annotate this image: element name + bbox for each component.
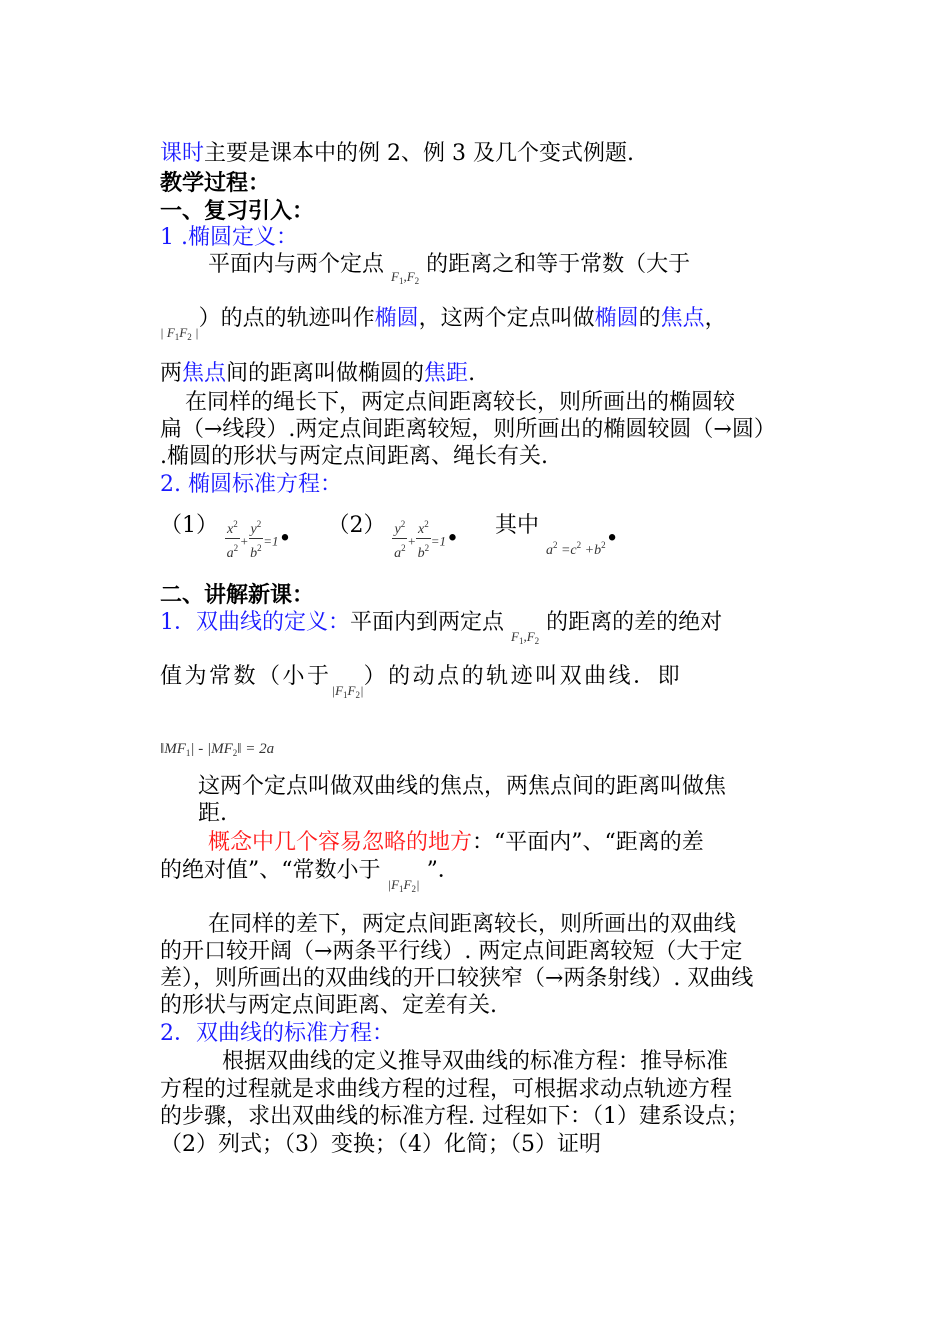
line-28: 的步骤，求出双曲线的标准方程. 过程如下：（1）建系设点； <box>160 1104 749 1129</box>
line-26: 根据双曲线的定义推导双曲线的标准方程：推导标准 <box>222 1049 729 1074</box>
line-17: 这两个定点叫做双曲线的焦点，两焦点间的距离叫做焦 <box>198 774 727 799</box>
heading-ellipse-definition: 1 .椭圆定义： <box>160 225 298 250</box>
heading-teaching-process: 教学过程： <box>160 170 271 196</box>
frac-y2-a2: $\frac{y^2}{a^2}$ <box>392 516 407 563</box>
heading-hyperbola-equation: 2．双曲线的标准方程： <box>160 1021 394 1046</box>
line-1: 课时主要是课本中的例 2、例 3 及几个变式例题. <box>160 141 634 166</box>
math-a2-c2-b2: a2 =c2 +b2 <box>545 539 606 558</box>
link-focus-2[interactable]: 焦点 <box>182 361 227 386</box>
link-focal-length[interactable]: 焦距 <box>424 361 469 386</box>
link-ellipse-2[interactable]: 椭圆 <box>594 306 639 331</box>
line-22: 的开口较开阔（→两条平行线）. 两定点间距离较短（大于定 <box>160 939 743 964</box>
line-21: 在同样的差下，两定点间距离较长，则所画出的双曲线 <box>208 912 737 937</box>
line-23: 差），则所画出的双曲线的开口较狭窄（→两条射线）. 双曲线 <box>160 966 754 991</box>
line-16-formula <box>160 734 792 766</box>
link-focus[interactable]: 焦点 <box>660 306 705 331</box>
line-19: 概念中几个容易忽略的地方：“平面内”、“距离的差 <box>208 830 704 855</box>
frac-x2-b2: $\frac{x^2}{b^2}$ <box>416 516 431 563</box>
line-27: 方程的过程就是求曲线方程的过程，可根据求动点轨迹方程 <box>160 1077 733 1102</box>
line-6: $_{| F_1F_2 |}$）的点的轨迹叫作椭圆，这两个定点叫做椭圆的焦点， <box>160 306 727 342</box>
link-keshi[interactable]: 课时 <box>160 141 205 166</box>
line-8: 在同样的绳长下，两定点间距离较长，则所画出的椭圆较 <box>185 390 736 415</box>
line-15: 值为常数（小于$_{|F_1F_2|}$）的动点的轨迹叫双曲线．即 <box>160 664 683 700</box>
line-9: 扁（→线段）.两定点间距离较短，则所画出的椭圆较圆（→圆） <box>160 417 776 442</box>
ellipse-equations: （1） $\frac{x^2}{a^2}$ + $\frac{y^2}{b^2}$ =1• （2） $\frac{y^2}{a^2}$ + $\frac{x^2}{b^2}$ =1• 其中 $_{a^2 =c^2 +b^2}$• <box>160 513 619 561</box>
line-18: 距. <box>198 801 227 826</box>
line-7: 两焦点间的距离叫做椭圆的焦距. <box>160 361 476 386</box>
line-5: 平面内与两个定点 $_{F_1,F_2}$ 的距离之和等于常数（大于 <box>208 252 691 286</box>
line-20: 的绝对值”、“常数小于 $_{|F_1F_2|}$ ”． <box>160 858 460 894</box>
heading-ellipse-equation: 2. 椭圆标准方程： <box>160 472 342 497</box>
math-abs-f1f2-b: |F1F2| <box>331 683 364 700</box>
line-24: 的形状与两定点间距离、定差有关. <box>160 993 497 1018</box>
line-10: .椭圆的形状与两定点间距离、绳长有关. <box>160 444 548 469</box>
math-abs-f1f2: | F1F2 | <box>160 325 199 342</box>
math-f1f2: F1,F2 <box>391 269 420 286</box>
heading-new-lesson: 二、讲解新课： <box>160 582 315 608</box>
heading-hyperbola-definition: 1．双曲线的定义： <box>160 610 350 635</box>
line-14: 1．双曲线的定义：平面内到两定点 $_{F_1,F_2}$ 的距离的差的绝对 <box>160 610 723 646</box>
frac-y2-b2: $\frac{y^2}{b^2}$ <box>249 516 264 563</box>
note-ignored-points: 概念中几个容易忽略的地方 <box>208 830 473 855</box>
math-abs-f1f2-c: |F1F2| <box>387 877 420 894</box>
math-f1f2-b: F1,F2 <box>511 629 540 646</box>
frac-x2-a2: $\frac{x^2}{a^2}$ <box>225 516 240 563</box>
line-29: （2）列式；（3）变换；（4）化简；（5）证明 <box>160 1132 601 1157</box>
link-ellipse[interactable]: 椭圆 <box>374 306 419 331</box>
math-hyperbola-def: $‖MF_1|$ - $|MF_2‖ = 2a$ <box>160 741 275 758</box>
heading-review: 一、复习引入： <box>160 198 315 224</box>
